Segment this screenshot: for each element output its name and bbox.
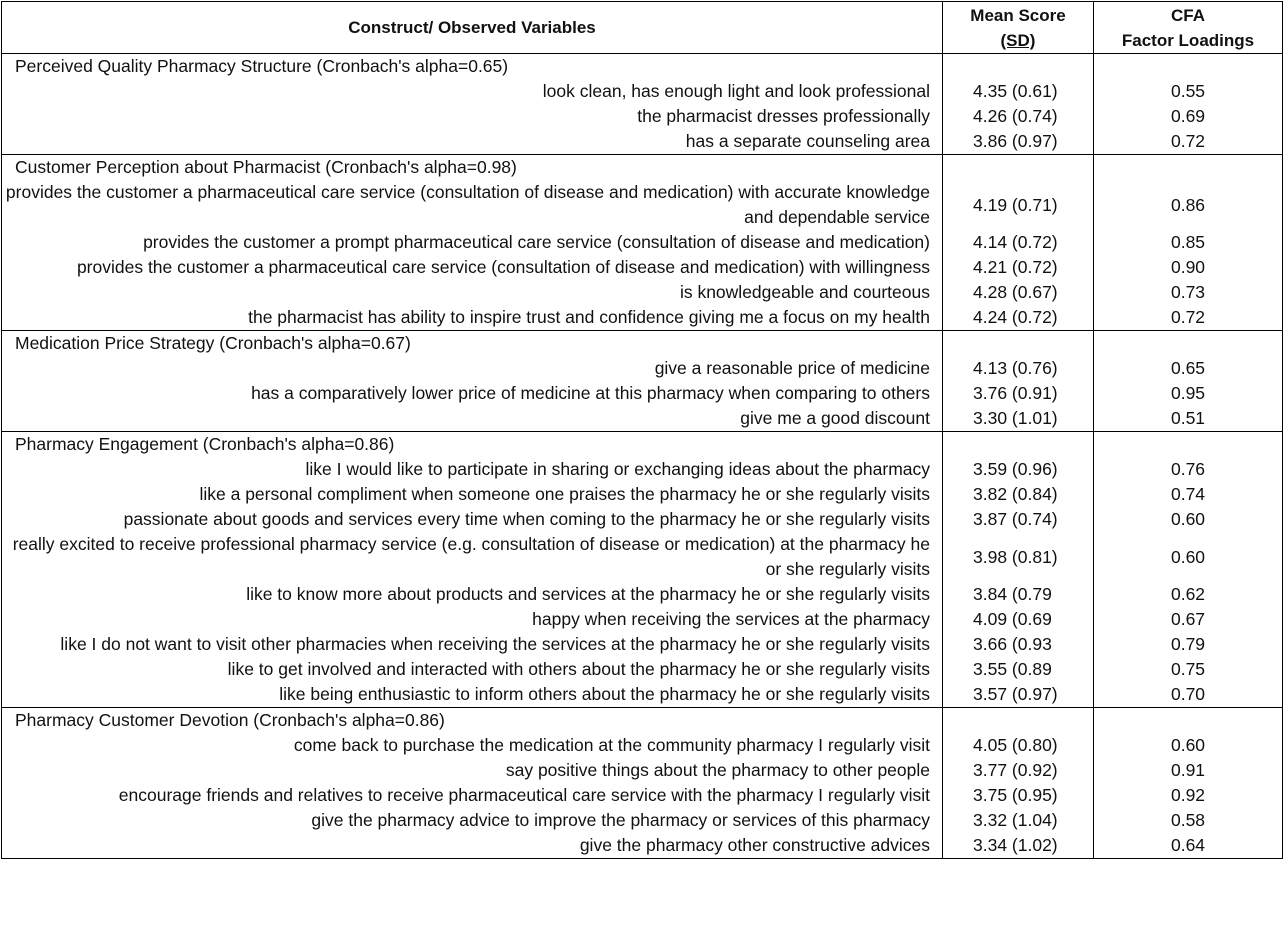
construct-title: Pharmacy Customer Devotion (Cronbach's alpha=0.86) [2,708,943,734]
mean-score: 3.77 (0.92) [943,758,1094,783]
mean-score: 3.87 (0.74) [943,507,1094,532]
table-row [2,356,1283,381]
factor-loading: 0.60 [1094,733,1283,758]
table-row [2,305,1283,331]
mean-score: 4.28 (0.67) [943,280,1094,305]
empty-cell [943,708,1094,734]
empty-cell [1094,155,1283,181]
mean-score: 3.30 (1.01) [943,406,1094,432]
table-row [2,733,1283,758]
observed-variable: provides the customer a pharmaceutical care service (consultation of disease and medication) with accurate knowledge and dependable service [2,180,943,230]
factor-loading: 0.74 [1094,482,1283,507]
mean-score: 3.34 (1.02) [943,833,1094,859]
header-sd-label: (SD) [1000,30,1036,50]
mean-score: 3.98 (0.81) [943,532,1094,582]
factor-loading: 0.69 [1094,104,1283,129]
observed-variable: like a personal compliment when someone one praises the pharmacy he or she regularly visits [2,482,943,507]
observed-variable: give the pharmacy advice to improve the pharmacy or services of this pharmacy [2,808,943,833]
table-row [2,255,1283,280]
table-row [2,104,1283,129]
header-factor-loadings-label: Factor Loadings [1121,30,1255,50]
mean-score: 3.66 (0.93 [943,632,1094,657]
mean-score: 3.76 (0.91) [943,381,1094,406]
table-row [2,79,1283,104]
mean-score: 3.84 (0.79 [943,582,1094,607]
construct-group-row [2,155,1283,181]
mean-score: 4.05 (0.80) [943,733,1094,758]
factor-loading: 0.75 [1094,657,1283,682]
empty-cell [943,432,1094,458]
mean-score: 3.57 (0.97) [943,682,1094,708]
empty-cell [943,155,1094,181]
observed-variable: like to know more about products and services at the pharmacy he or she regularly visits [2,582,943,607]
mean-score: 3.59 (0.96) [943,457,1094,482]
observed-variable: the pharmacist dresses professionally [2,104,943,129]
construct-table [1,1,1283,859]
factor-loading: 0.70 [1094,682,1283,708]
table-row [2,582,1283,607]
construct-title: Medication Price Strategy (Cronbach's alpha=0.67) [2,331,943,357]
table-row [2,833,1283,859]
observed-variable: like I would like to participate in sharing or exchanging ideas about the pharmacy [2,457,943,482]
factor-loading: 0.72 [1094,129,1283,155]
table-body [2,54,1283,859]
table-row [2,180,1283,230]
empty-cell [1094,432,1283,458]
observed-variable: happy when receiving the services at the pharmacy [2,607,943,632]
mean-score: 3.86 (0.97) [943,129,1094,155]
table-row [2,632,1283,657]
construct-group-row [2,54,1283,80]
factor-loading: 0.51 [1094,406,1283,432]
empty-cell [943,331,1094,357]
header-row [2,2,1283,54]
construct-title: Pharmacy Engagement (Cronbach's alpha=0.86) [2,432,943,458]
factor-loading: 0.76 [1094,457,1283,482]
factor-loading: 0.86 [1094,180,1283,230]
header-mean-label: Mean Score [970,5,1066,25]
factor-loading: 0.67 [1094,607,1283,632]
table-row [2,607,1283,632]
observed-variable: give the pharmacy other constructive advices [2,833,943,859]
table-row [2,129,1283,155]
factor-loading: 0.64 [1094,833,1283,859]
mean-score: 3.32 (1.04) [943,808,1094,833]
factor-loading: 0.73 [1094,280,1283,305]
observed-variable: look clean, has enough light and look professional [2,79,943,104]
header-cfa-label: CFA [1171,5,1205,25]
construct-group-row [2,432,1283,458]
table-row [2,808,1283,833]
mean-score: 4.21 (0.72) [943,255,1094,280]
header-construct: Construct/ Observed Variables [2,2,943,54]
observed-variable: like I do not want to visit other pharmacies when receiving the services at the pharmacy he or she regularly visits [2,632,943,657]
table-row [2,758,1283,783]
observed-variable: give me a good discount [2,406,943,432]
mean-score: 3.75 (0.95) [943,783,1094,808]
observed-variable: say positive things about the pharmacy to other people [2,758,943,783]
observed-variable: has a separate counseling area [2,129,943,155]
table-row [2,532,1283,582]
observed-variable: like to get involved and interacted with others about the pharmacy he or she regularly visits [2,657,943,682]
observed-variable: come back to purchase the medication at the community pharmacy I regularly visit [2,733,943,758]
construct-group-row [2,708,1283,734]
table-row [2,230,1283,255]
empty-cell [1094,54,1283,80]
mean-score: 4.19 (0.71) [943,180,1094,230]
factor-loading: 0.60 [1094,507,1283,532]
header-cfa [1094,2,1283,54]
construct-title: Customer Perception about Pharmacist (Cronbach's alpha=0.98) [2,155,943,181]
table-row [2,381,1283,406]
mean-score: 4.24 (0.72) [943,305,1094,331]
mean-score: 4.26 (0.74) [943,104,1094,129]
factor-loading: 0.62 [1094,582,1283,607]
empty-cell [1094,708,1283,734]
observed-variable: encourage friends and relatives to receive pharmaceutical care service with the pharmacy I regularly visit [2,783,943,808]
table-row [2,406,1283,432]
table-row [2,682,1283,708]
empty-cell [1094,331,1283,357]
observed-variable: like being enthusiastic to inform others about the pharmacy he or she regularly visits [2,682,943,708]
table-row [2,507,1283,532]
factor-loading: 0.72 [1094,305,1283,331]
observed-variable: has a comparatively lower price of medicine at this pharmacy when comparing to others [2,381,943,406]
table-row [2,280,1283,305]
observed-variable: really excited to receive professional pharmacy service (e.g. consultation of disease or medication) at the pharmacy he or she regularly visits [2,532,943,582]
construct-group-row [2,331,1283,357]
factor-loading: 0.58 [1094,808,1283,833]
observed-variable: the pharmacist has ability to inspire trust and confidence giving me a focus on my health [2,305,943,331]
mean-score: 3.55 (0.89 [943,657,1094,682]
factor-loading: 0.91 [1094,758,1283,783]
header-mean-score [943,2,1094,54]
factor-loading: 0.65 [1094,356,1283,381]
observed-variable: is knowledgeable and courteous [2,280,943,305]
factor-loading: 0.60 [1094,532,1283,582]
observed-variable: provides the customer a prompt pharmaceutical care service (consultation of disease and medication) [2,230,943,255]
observed-variable: give a reasonable price of medicine [2,356,943,381]
table-row [2,657,1283,682]
construct-title: Perceived Quality Pharmacy Structure (Cronbach's alpha=0.65) [2,54,943,80]
mean-score: 3.82 (0.84) [943,482,1094,507]
mean-score: 4.35 (0.61) [943,79,1094,104]
factor-loading: 0.79 [1094,632,1283,657]
factor-loading: 0.95 [1094,381,1283,406]
table-row [2,457,1283,482]
observed-variable: passionate about goods and services every time when coming to the pharmacy he or she regularly visits [2,507,943,532]
factor-loading: 0.55 [1094,79,1283,104]
table-row [2,482,1283,507]
table-row [2,783,1283,808]
factor-loading: 0.90 [1094,255,1283,280]
observed-variable: provides the customer a pharmaceutical care service (consultation of disease and medication) with willingness [2,255,943,280]
mean-score: 4.09 (0.69 [943,607,1094,632]
empty-cell [943,54,1094,80]
factor-loading: 0.85 [1094,230,1283,255]
factor-loading: 0.92 [1094,783,1283,808]
mean-score: 4.14 (0.72) [943,230,1094,255]
mean-score: 4.13 (0.76) [943,356,1094,381]
